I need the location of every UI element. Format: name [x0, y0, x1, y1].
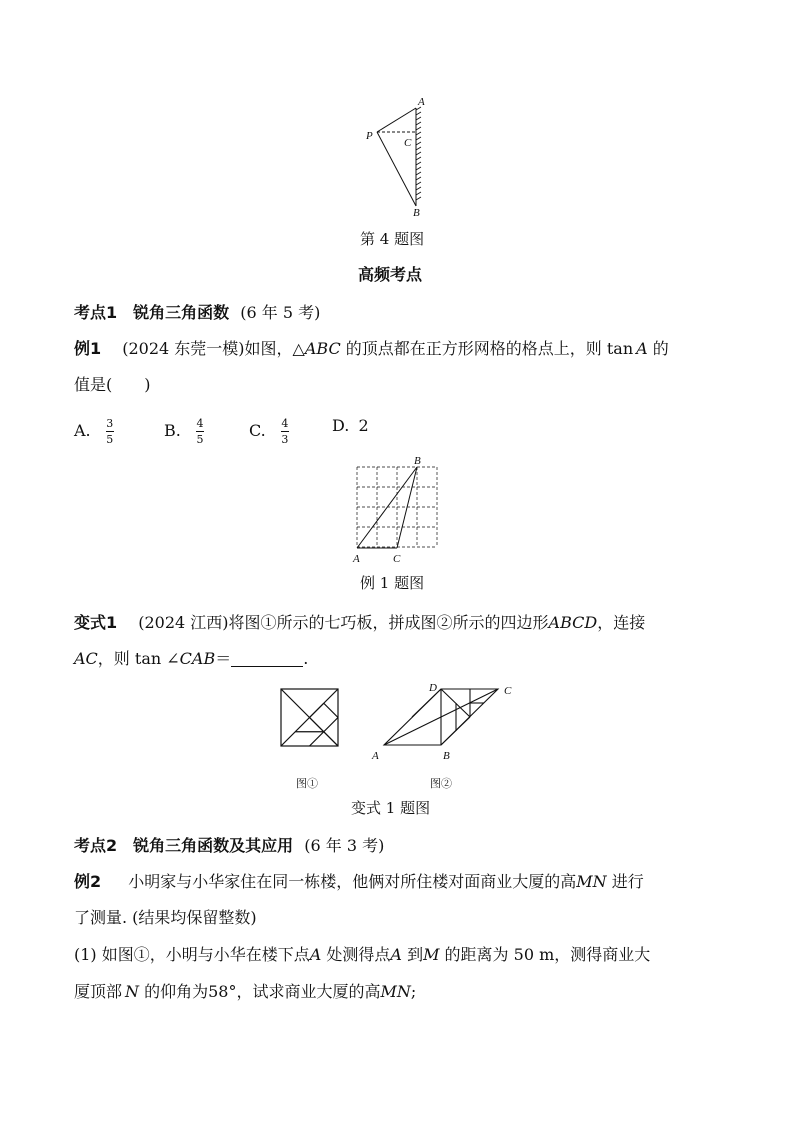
fig-1-caption: 图① [296, 777, 318, 790]
topic-1-count: (6 年 5 考) [240, 303, 321, 322]
variant-1-ac: AC [74, 649, 98, 668]
label-P: P [366, 130, 373, 142]
q1-point-M: M [423, 945, 440, 964]
question-1-line-2 [74, 984, 416, 1000]
option-C-letter: C. [249, 421, 266, 440]
fig-2-caption: 图② [430, 777, 452, 790]
example-1-text-a: 如图，△ [244, 339, 305, 358]
option-B-letter: B. [164, 421, 181, 440]
q1-point-N: N [125, 982, 140, 1001]
option-B-num: 4 [196, 417, 204, 430]
variant-1-label: 变式1 [74, 613, 118, 632]
variant-1-text-c: ，则 tan ∠ [97, 649, 180, 668]
option-D-value: 2 [358, 416, 369, 435]
example-2-line-1 [74, 874, 644, 890]
q1-text-a: (1) 如图①，小明与小华在楼下点 [74, 945, 310, 964]
example-1-source: (2024 东莞一模) [122, 339, 245, 358]
example-2-line-2: 了测量. (结果均保留整数) [74, 908, 257, 927]
label-C: C [404, 137, 412, 149]
q1-text-b: 处测得点 [321, 945, 391, 964]
topic-1-title: 考点1 锐角三角函数 [74, 303, 230, 322]
tangram-square [281, 689, 338, 746]
option-B-den: 5 [196, 433, 204, 446]
variant-1-text-e: . [303, 649, 309, 668]
example-2-mn: MN [576, 872, 607, 891]
option-A-den: 5 [106, 433, 114, 446]
example-1-text-b: 的顶点都在正方形网格的格点上，则 tan [340, 339, 634, 358]
example-2-text-a: 小明家与小华家住在同一栋楼，他俩对所住楼对面商业大厦的高 [128, 872, 577, 891]
variant-1-source: (2024 江西) [138, 613, 229, 632]
fig-2-label-C: C [504, 685, 512, 697]
example-1-a-var: A [636, 339, 648, 358]
example-1-line-2: 值是( ) [74, 375, 151, 394]
option-C-num: 4 [281, 417, 289, 430]
variant-1-text-b: ，连接 [597, 613, 646, 632]
variant-1-text-a: 将图①所示的七巧板，拼成图②所示的四边形 [228, 613, 549, 632]
label-B: B [413, 207, 420, 219]
topic-2-count: (6 年 3 考) [304, 836, 385, 855]
fig-2-label-B: B [443, 750, 450, 762]
fig-2-label-A: A [372, 750, 379, 762]
tangram-quadrilateral [384, 689, 498, 745]
q1-text-c: 到 [401, 945, 424, 964]
example-1-text-c: 的 [647, 339, 669, 358]
topic-2-heading [74, 838, 384, 854]
q1-line2-a: 厦顶部 [74, 982, 123, 1001]
q1-mn: MN [380, 982, 411, 1001]
label-A: A [418, 96, 425, 108]
q1-line2-b: 的仰角为58°，试求商业大厦的高 [139, 982, 381, 1001]
grid-label-A: A [353, 553, 360, 565]
figure-4-caption: 第 4 题图 [360, 230, 425, 248]
variant-1-caption: 变式 1 题图 [351, 799, 431, 817]
fig-2-label-D: D [429, 682, 437, 694]
section-title: 高频考点 [358, 265, 423, 284]
example-1-abc: ABC [304, 339, 341, 358]
grid-label-B: B [414, 455, 421, 467]
example-2-text-b: 进行 [606, 872, 644, 891]
variant-1-text-d: ＝ [215, 649, 232, 668]
grid-label-C: C [393, 553, 401, 565]
variant-1-cab: CAB [179, 649, 216, 668]
option-D-letter: D. [332, 416, 350, 435]
option-A-letter: A. [74, 421, 91, 440]
q1-text-d: 的距离为 50 m，测得商业大 [439, 945, 651, 964]
topic-2-title: 考点2 锐角三角函数及其应用 [74, 836, 294, 855]
question-1-line-1 [74, 947, 650, 963]
option-A-num: 3 [106, 417, 114, 430]
q1-point-A1: A [309, 945, 322, 964]
q1-line2-c: ; [410, 982, 417, 1001]
example-1-caption: 例 1 题图 [360, 574, 425, 592]
example-2-label: 例2 [74, 872, 102, 891]
example-1-label: 例1 [74, 339, 102, 358]
variant-1-abcd: ABCD [548, 613, 598, 632]
option-C-den: 3 [281, 433, 289, 446]
q1-point-A2: A [390, 945, 402, 964]
